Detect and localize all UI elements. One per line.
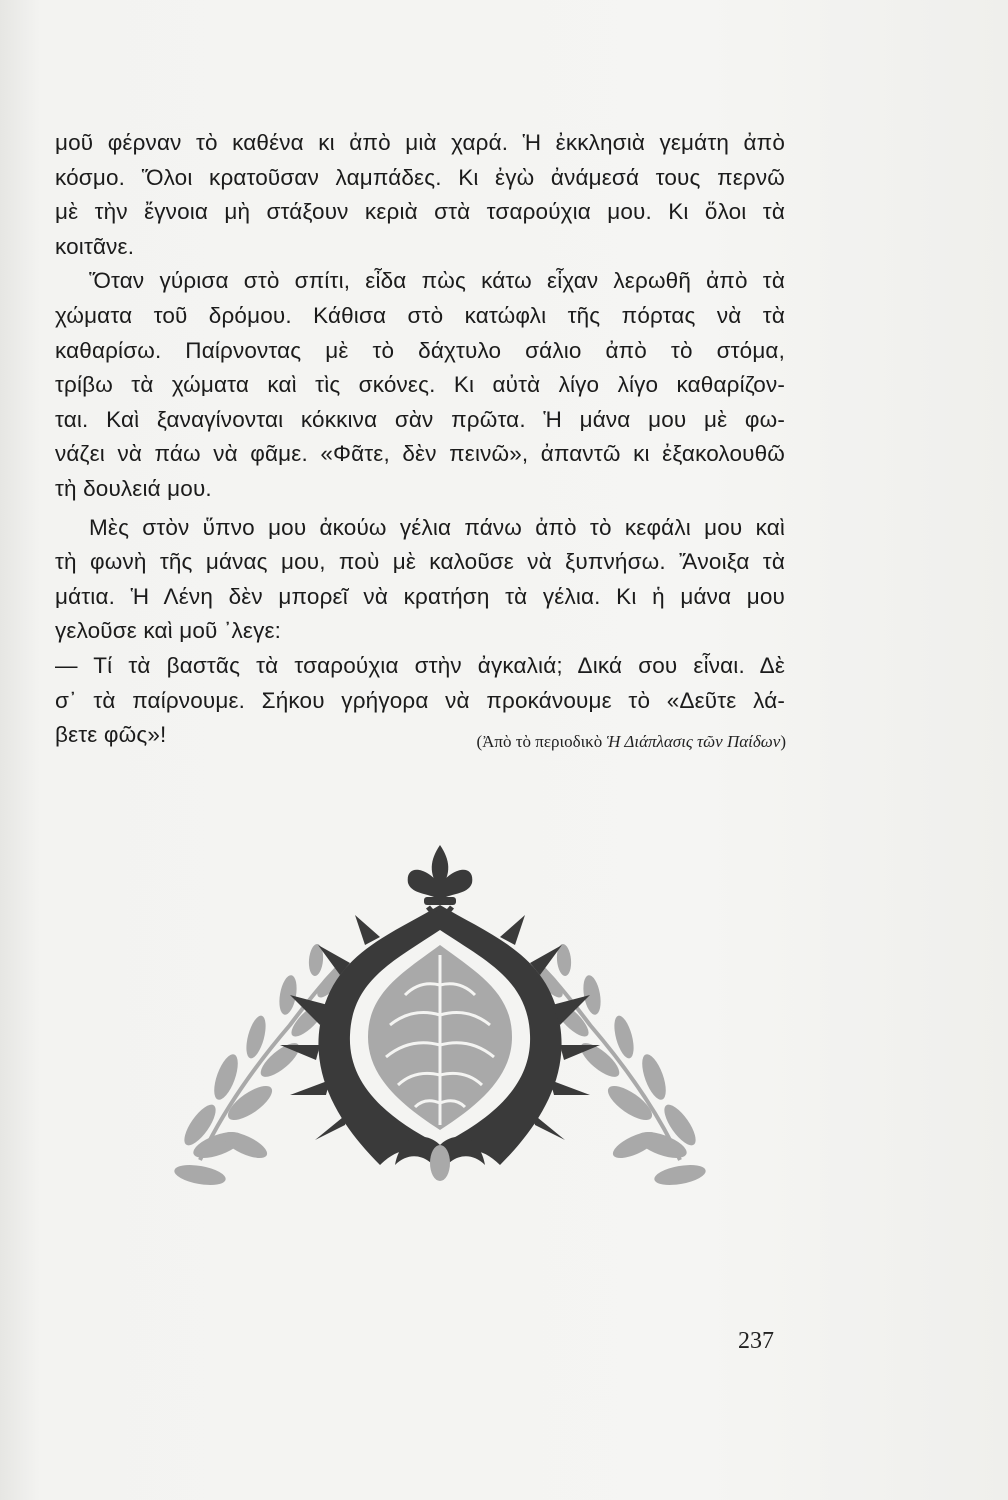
central-leaf <box>280 905 600 1181</box>
paragraph-2 <box>55 264 785 506</box>
text-line: ται. Καὶ ξαναγίνονται κόκκινα σὰν πρῶτα. Ἡ μάνα μου μὲ φω- <box>55 406 785 432</box>
source-title: Ἡ Διάπλασις τῶν Παίδων <box>606 732 781 751</box>
text-line: τὴ φωνὴ τῆς μάνας μου, ποὺ μὲ καλοῦσε νὰ ξυπνήσω. Ἄνοιξα τὰ <box>55 549 785 575</box>
text-line: βετε φῶς»! <box>55 722 167 748</box>
text-line: γελοῦσε καὶ μοῦ ᾽λεγε: <box>55 618 282 644</box>
text-line: σ᾽ τὰ παίρνουμε. Σήκου γρήγορα νὰ προκάνουμε τὸ «Δεῦτε λά- <box>55 687 785 713</box>
text-line: καθαρίσω. Παίρνοντας μὲ τὸ δάχτυλο σάλιο ἀπὸ τὸ στόμα, <box>55 337 785 363</box>
text-line: τρίβω τὰ χώματα καὶ τὶς σκόνες. Κι αὐτὰ λίγο λίγο καθαρίζον- <box>55 372 785 398</box>
text-line: Μὲς στὸν ὕπνο μου ἀκούω γέλια πάνω ἀπὸ τὸ κεφάλι μου καὶ <box>89 514 785 540</box>
text-line: μὲ τὴν ἔγνοια μὴ στάξουν κεριὰ στὰ τσαρούχια μου. Κι ὅλοι τὰ <box>55 199 785 225</box>
text-line: νάζει νὰ πάω νὰ φᾶμε. «Φᾶτε, δὲν πεινῶ», ἀπαντῶ κι ἐξακολουθῶ <box>55 441 785 467</box>
source-citation <box>476 732 786 752</box>
text-line: χώματα τοῦ δρόμου. Κάθισα στὸ κατώφλι τῆς πόρτας νὰ τὰ <box>55 302 785 328</box>
fleur-de-lis <box>408 845 473 915</box>
text-line: μάτια. Ἡ Λένη δὲν μπορεῖ νὰ κρατήση τὰ γέλια. Κι ἡ μάνα μου <box>55 583 785 609</box>
source-suffix: ) <box>780 732 786 751</box>
text-line: Ὅταν γύρισα στὸ σπίτι, εἶδα πὼς κάτω εἶχαν λερωθῆ ἀπὸ τὰ <box>89 268 785 294</box>
text-line: — Τί τὰ βαστᾶς τὰ τσαρούχια στὴν ἀγκαλιά; Δικά σου εἶναι. Δὲ <box>55 652 785 678</box>
page-number: 237 <box>738 1328 774 1354</box>
floral-ornament-icon <box>140 845 740 1225</box>
paragraph-3 <box>55 511 785 649</box>
text-line: κοιτᾶνε. <box>55 233 135 259</box>
source-prefix: (Ἀπὸ τὸ περιοδικὸ <box>476 732 607 751</box>
text-line: τὴ δουλειά μου. <box>55 475 212 501</box>
body-text <box>55 126 785 753</box>
text-line: κόσμο. Ὅλοι κρατοῦσαν λαμπάδες. Κι ἐγὼ ἀνάμεσά τους περνῶ <box>55 164 785 190</box>
text-line: μοῦ φέρναν τὸ καθένα κι ἀπὸ μιὰ χαρά. Ἡ ἐκκλησιὰ γεμάτη ἀπὸ <box>55 130 785 155</box>
paragraph-1 <box>55 126 785 264</box>
